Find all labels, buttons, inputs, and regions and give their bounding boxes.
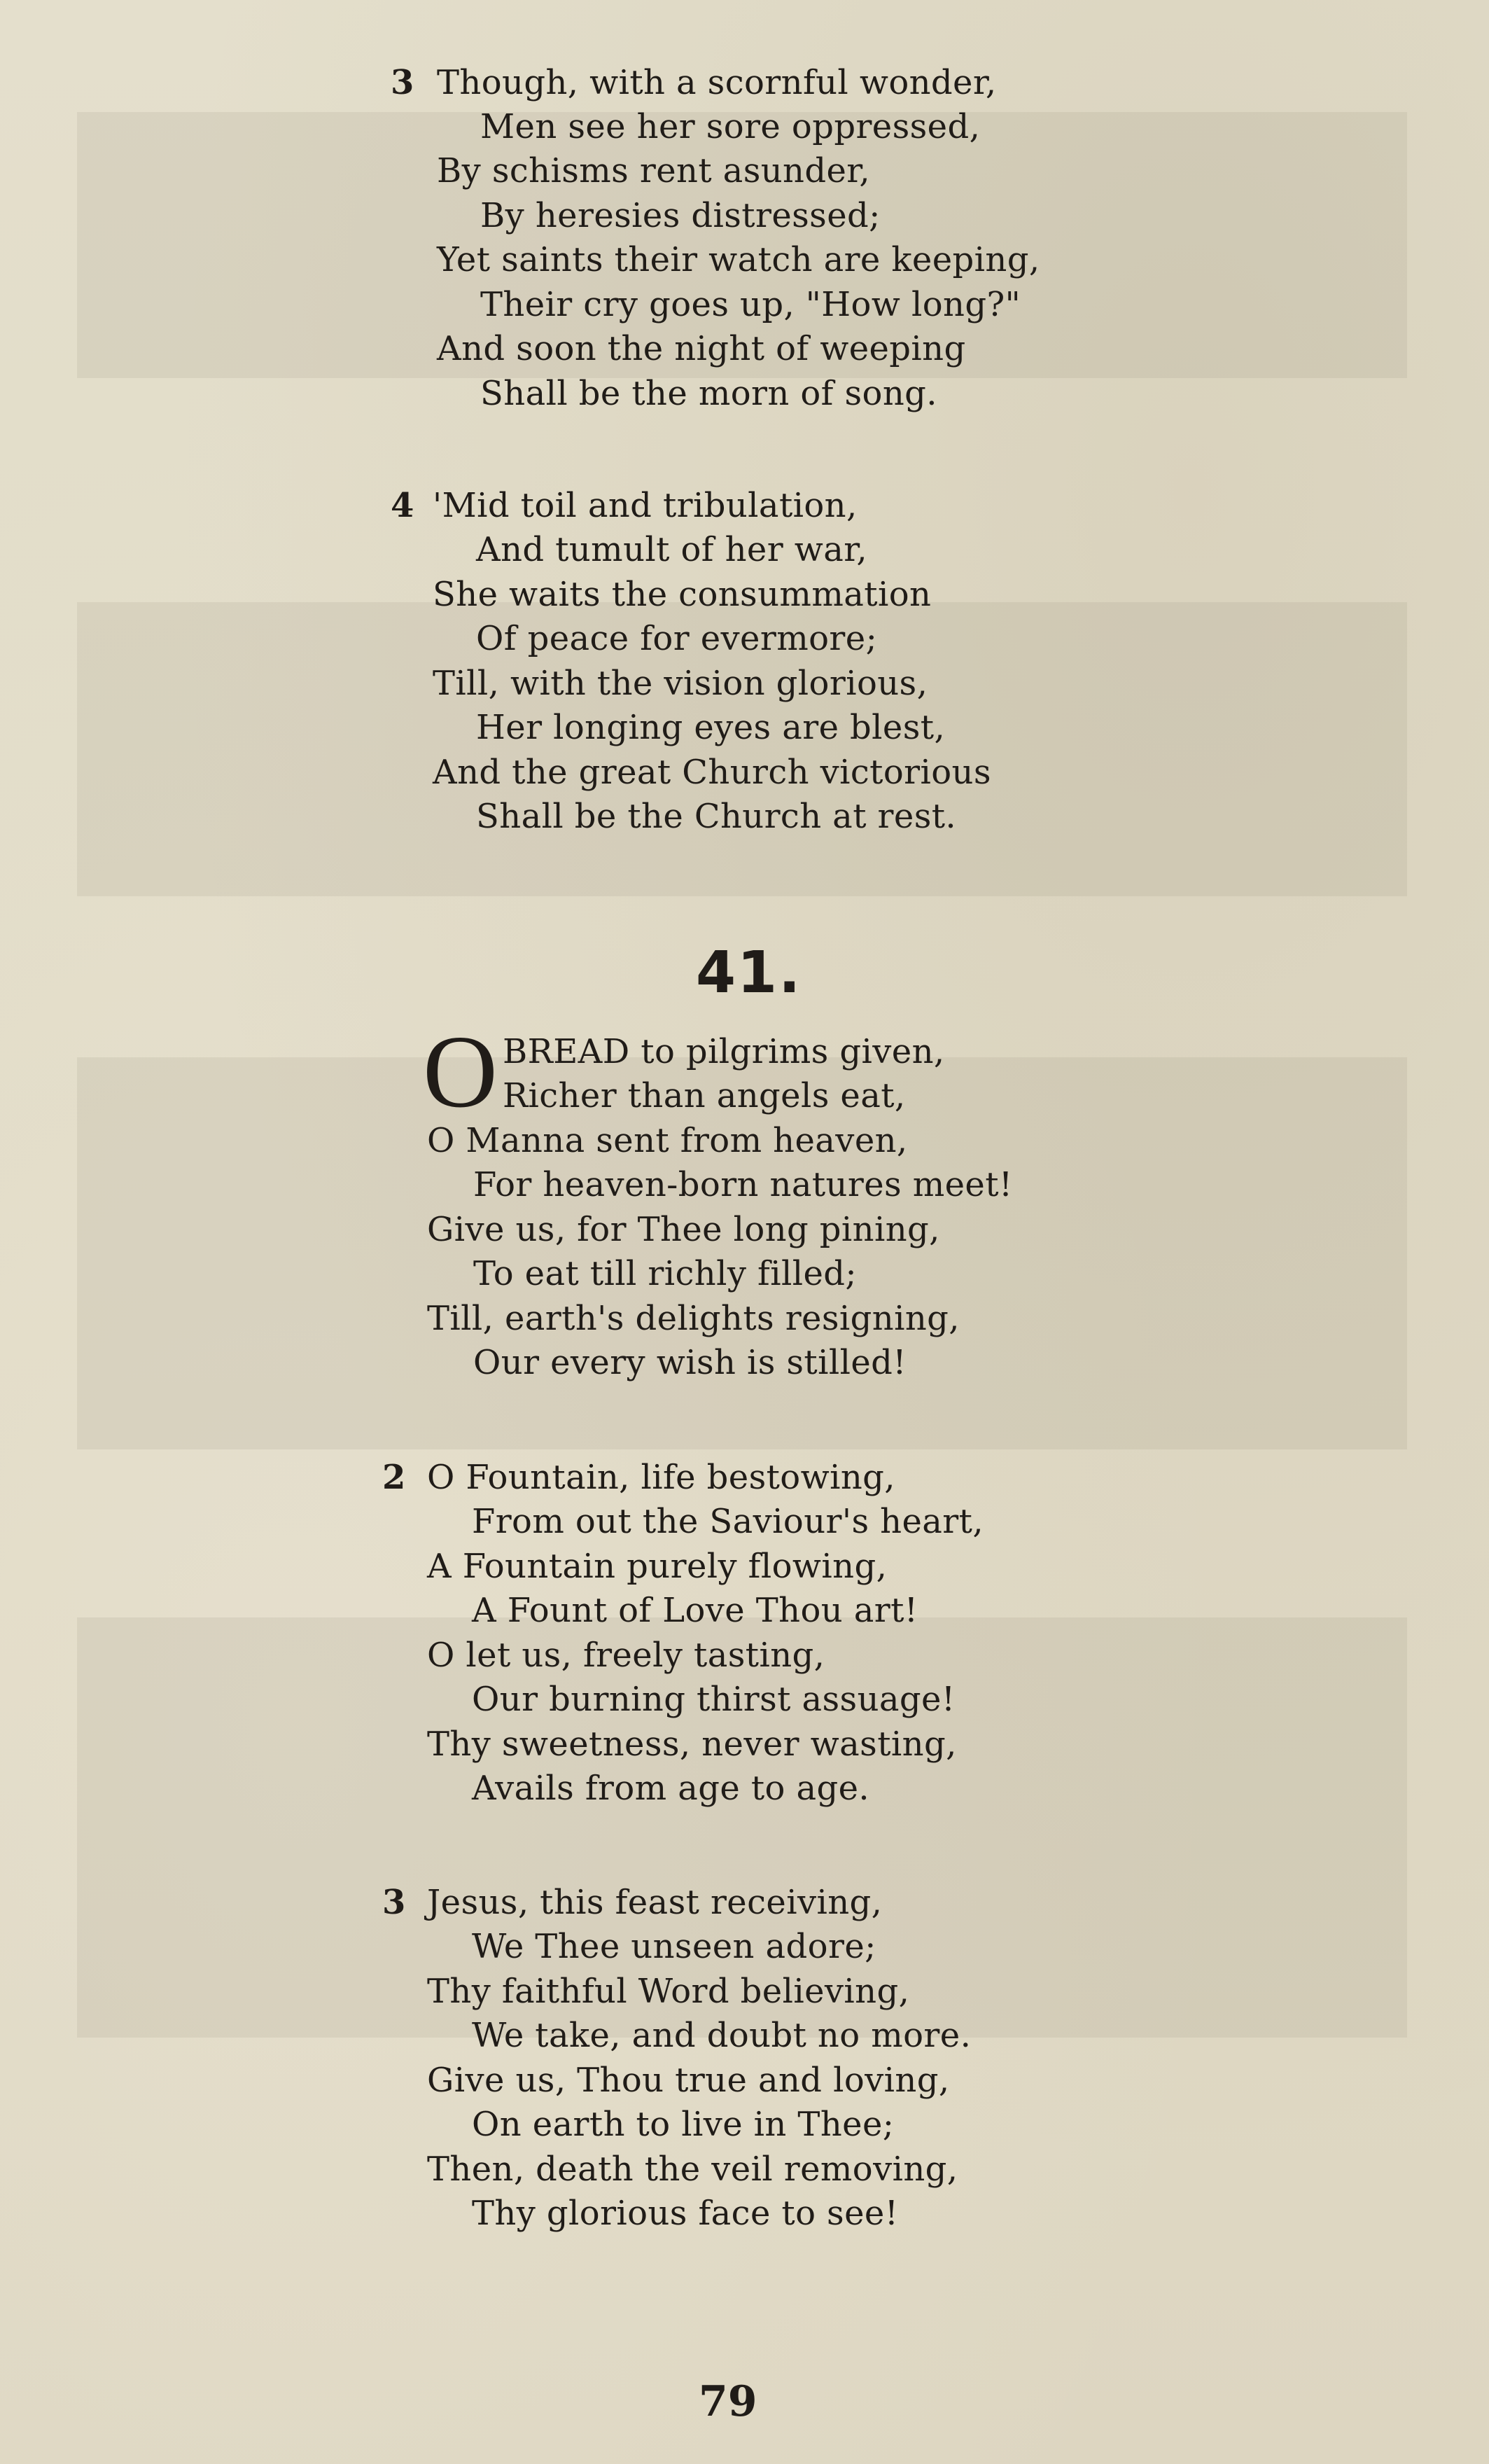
verse-line: Men see her sore oppressed, [480,107,981,146]
verse-line: Our burning thirst assuage! [472,1680,956,1719]
verse-line: Their cry goes up, "How long?" [480,285,1021,324]
verse-line: She waits the consummation [433,575,932,614]
verse-line: 'Mid toil and tribulation, [433,486,858,525]
verse-number: 2 [382,1458,406,1497]
verse-line: Her longing eyes are blest, [476,708,946,747]
verse-number: 4 [391,486,414,525]
verse-line: Though, with a scornful wonder, [437,63,997,102]
drop-cap: O [423,1015,498,1129]
verse-line: And tumult of her war, [476,530,867,569]
verse-line: O Manna sent from heaven, [427,1121,908,1160]
verse-line: Till, earth's delights resigning, [427,1299,960,1338]
verse-line: Our every wish is stilled! [473,1343,907,1382]
verse-line: Thy glorious face to see! [472,2194,899,2233]
verse-number: 3 [382,1883,406,1922]
verse-line: By heresies distressed; [480,196,881,235]
verse-line: And soon the night of weeping [437,329,966,368]
verse-line: Give us, Thou true and loving, [427,2061,950,2100]
verse-line: Till, with the vision glorious, [433,664,928,703]
verse-line: We Thee unseen adore; [472,1927,876,1966]
verse-line: We take, and doubt no more. [472,2016,972,2055]
verse-line: And the great Church victorious [433,753,991,792]
verse-line: A Fount of Love Thou art! [472,1591,918,1630]
verse-line: A Fountain purely flowing, [427,1547,888,1586]
verse-line: On earth to live in Thee; [472,2105,895,2144]
verse-line: Thy faithful Word believing, [427,1972,910,2011]
verse-line: Richer than angels eat, [503,1076,906,1115]
verse-line: Shall be the Church at rest. [476,797,957,836]
hymn-number: 41. [696,940,802,1006]
verse-line: BREAD to pilgrims given, [503,1032,945,1071]
verse-line: Then, death the veil removing, [427,2150,958,2189]
verse-line: Shall be the morn of song. [480,374,937,413]
verse-line: Thy sweetness, never wasting, [427,1725,957,1764]
verse-line: By schisms rent asunder, [437,151,871,190]
verse-line: O Fountain, life bestowing, [427,1458,895,1497]
verse-line: Avails from age to age. [472,1769,870,1808]
verse-line: O let us, freely tasting, [427,1636,825,1675]
verse-line: Of peace for evermore; [476,619,878,658]
page-number: 79 [699,2377,757,2426]
verse-line: For heaven-born natures meet! [473,1165,1013,1204]
verse-line: To eat till richly filled; [473,1254,857,1293]
verse-line: From out the Saviour's heart, [472,1502,984,1541]
verse-line: Jesus, this feast receiving, [427,1883,883,1922]
verse-number: 3 [391,63,414,102]
verse-line: Yet saints their watch are keeping, [437,240,1040,279]
verse-line: Give us, for Thee long pining, [427,1210,940,1249]
